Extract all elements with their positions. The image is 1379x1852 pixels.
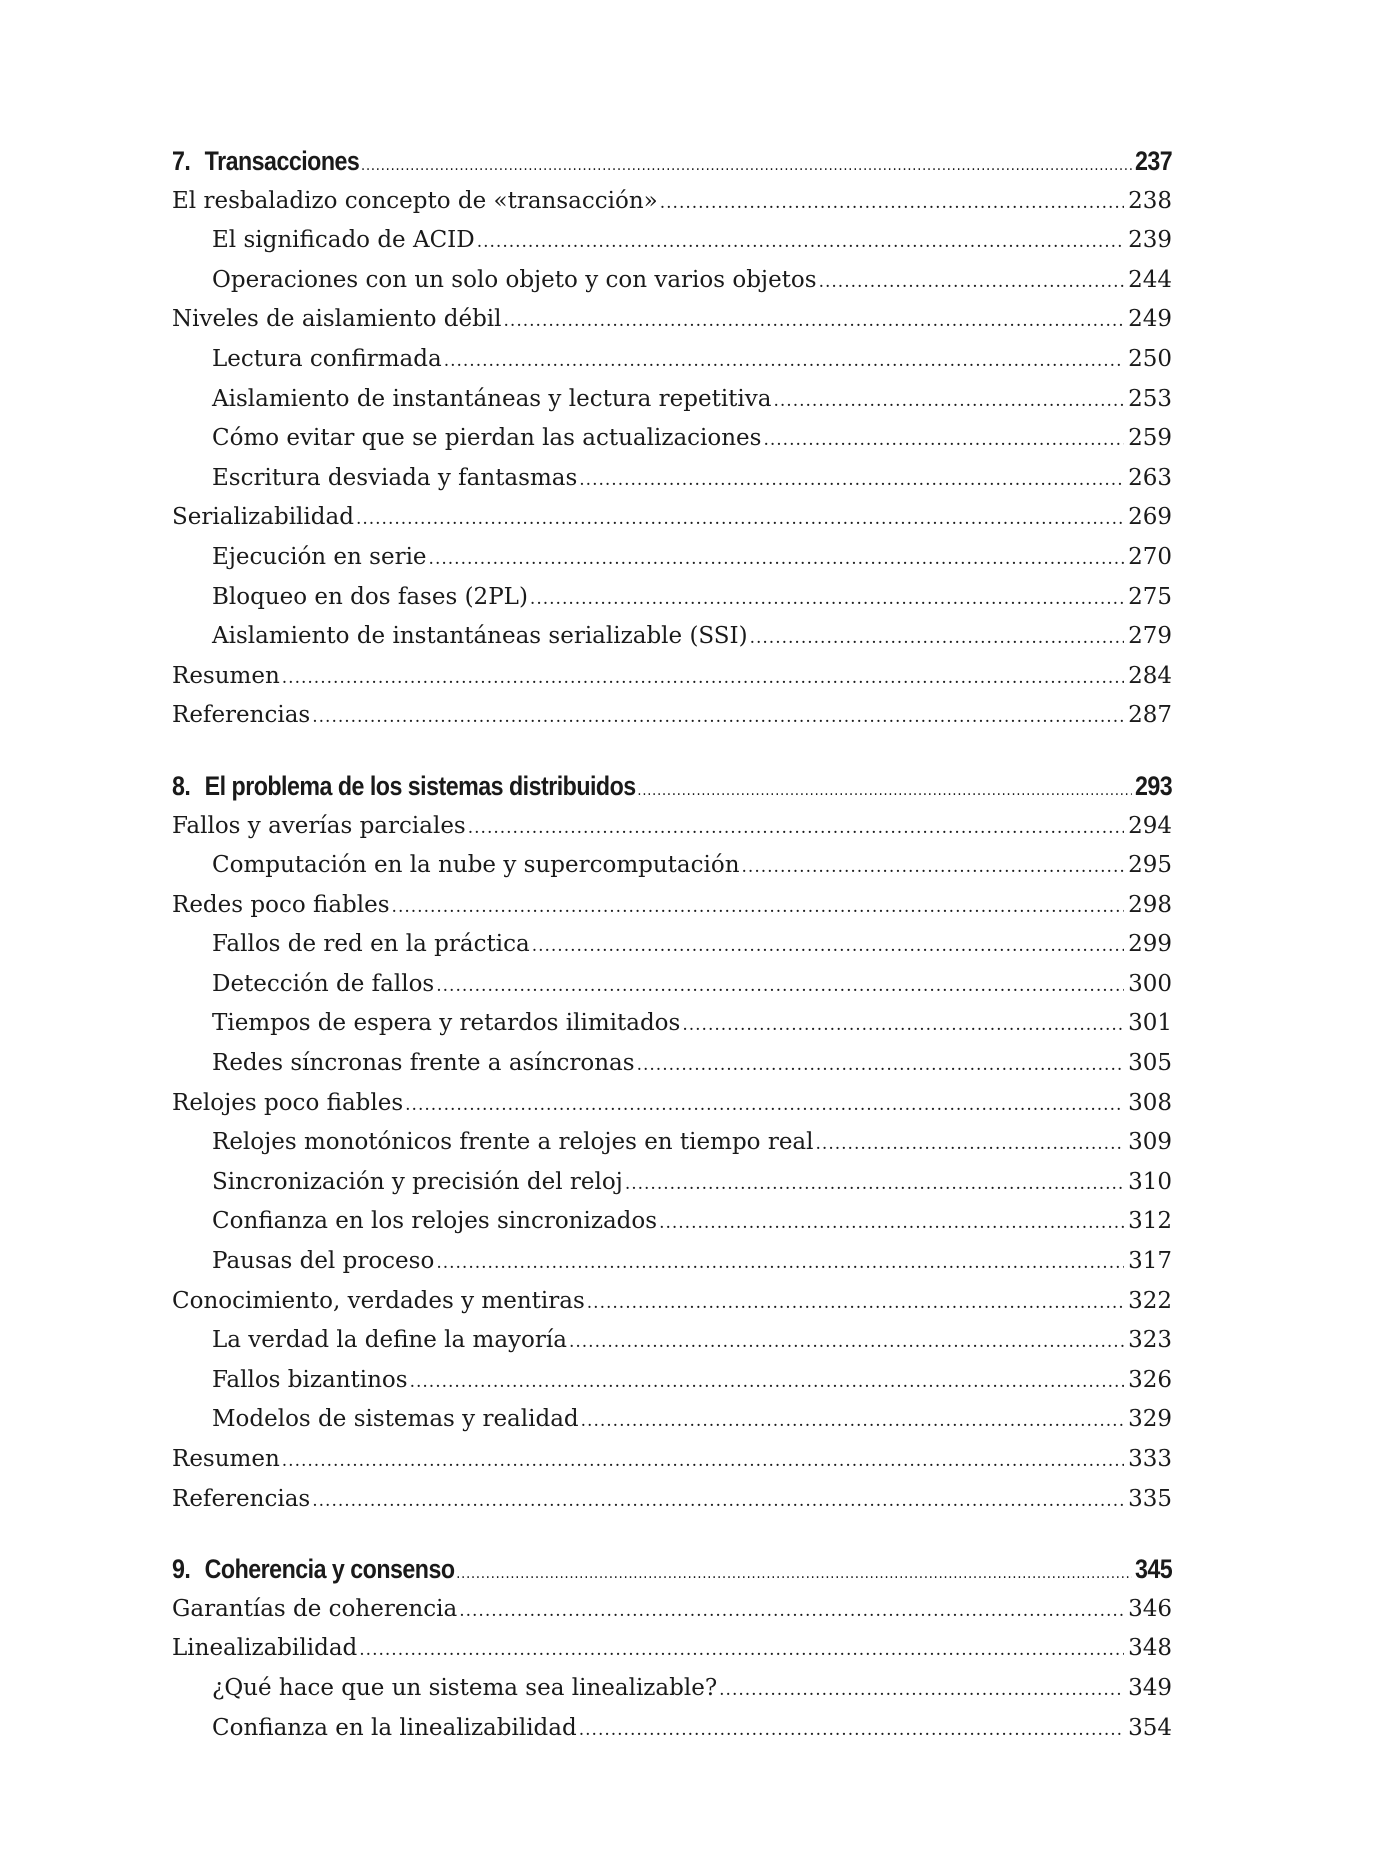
entry-page-number: 250 — [1128, 345, 1172, 372]
toc-section-entry[interactable] — [172, 1282, 1172, 1322]
entry-title: Computación en la nube y supercomputación — [212, 852, 740, 879]
chapter-title-text: Transacciones — [204, 146, 360, 176]
entry-page-number: 305 — [1128, 1050, 1172, 1077]
toc-section-entry[interactable] — [172, 1629, 1172, 1669]
chapter-heading[interactable] — [172, 767, 1172, 807]
dot-leader — [816, 1125, 1125, 1165]
entry-title: Operaciones con un solo objeto y con varios objetos — [212, 266, 817, 293]
entry-page-number: 263 — [1128, 464, 1172, 491]
toc-subsection-entry[interactable] — [172, 846, 1172, 886]
entry-page-number: 294 — [1128, 812, 1172, 839]
dot-leader — [456, 1553, 1131, 1593]
toc-subsection-entry[interactable] — [172, 380, 1172, 420]
dot-leader — [361, 145, 1132, 185]
entry-page-number: 348 — [1128, 1635, 1172, 1662]
entry-title: Redes síncronas frente a asíncronas — [212, 1050, 635, 1077]
dot-leader — [459, 1592, 1124, 1632]
toc-section-entry[interactable] — [172, 1440, 1172, 1480]
chapter-title — [172, 767, 636, 807]
chapter-block — [172, 767, 1172, 1519]
dot-leader — [282, 1442, 1124, 1482]
toc-section-entry[interactable] — [172, 886, 1172, 926]
toc-section-entry[interactable] — [172, 807, 1172, 847]
chapter-title — [172, 1550, 455, 1590]
entry-page-number: 253 — [1128, 385, 1172, 412]
dot-leader — [579, 1711, 1124, 1751]
entry-page-number: 270 — [1128, 543, 1172, 570]
entry-page-number: 329 — [1128, 1406, 1172, 1433]
dot-leader — [392, 888, 1125, 928]
entry-page-number: 249 — [1128, 306, 1172, 333]
entry-title: Tiempos de espera y retardos ilimitados — [212, 1010, 681, 1037]
toc-section-entry[interactable] — [172, 1480, 1172, 1520]
entry-page-number: 287 — [1128, 702, 1172, 729]
entry-page-number: 354 — [1128, 1714, 1172, 1741]
toc-subsection-entry[interactable] — [172, 617, 1172, 657]
dot-leader — [682, 1006, 1124, 1046]
entry-title: Garantías de coherencia — [172, 1595, 458, 1622]
dot-leader — [774, 382, 1125, 422]
chapter-block — [172, 142, 1172, 736]
entry-page-number: 333 — [1128, 1446, 1172, 1472]
entry-title: Niveles de aislamiento débil — [172, 306, 502, 333]
entry-title: Fallos y averías parciales — [172, 812, 466, 839]
chapter-page-number: 345 — [1134, 1554, 1173, 1585]
dot-leader — [436, 1244, 1124, 1284]
chapter-page-number: 237 — [1134, 146, 1173, 176]
toc-subsection-entry[interactable] — [172, 1004, 1172, 1044]
entry-title: Redes poco fiables — [172, 891, 390, 918]
entry-title: Escritura desviada y fantasmas — [212, 464, 578, 491]
dot-leader — [659, 1204, 1124, 1244]
toc-section-entry[interactable] — [172, 696, 1172, 736]
toc-subsection-entry[interactable] — [172, 419, 1172, 459]
entry-page-number: 244 — [1128, 266, 1172, 293]
entry-page-number: 309 — [1128, 1129, 1172, 1156]
dot-leader — [312, 1482, 1124, 1522]
entry-page-number: 279 — [1128, 623, 1172, 650]
entry-page-number: 310 — [1128, 1168, 1172, 1195]
entry-page-number: 301 — [1128, 1010, 1172, 1037]
dot-leader — [569, 1323, 1124, 1363]
entry-page-number: 335 — [1128, 1485, 1172, 1512]
dot-leader — [819, 263, 1125, 303]
entry-title: Aislamiento de instantáneas y lectura repetitiva — [212, 385, 772, 412]
entry-title: Referencias — [172, 1485, 311, 1512]
entry-page-number: 326 — [1128, 1366, 1172, 1393]
entry-page-number: 308 — [1128, 1089, 1172, 1116]
toc-subsection-entry[interactable] — [172, 221, 1172, 261]
entry-title: Fallos bizantinos — [212, 1366, 408, 1393]
entry-title: Detección de fallos — [212, 970, 435, 997]
entry-page-number: 349 — [1128, 1674, 1172, 1701]
dot-leader — [587, 1284, 1124, 1324]
entry-title: Fallos de red en la práctica — [212, 931, 530, 958]
dot-leader — [468, 809, 1124, 849]
toc-subsection-entry[interactable] — [172, 925, 1172, 965]
toc-section-entry[interactable] — [172, 300, 1172, 340]
toc-subsection-entry[interactable] — [172, 261, 1172, 301]
entry-page-number: 295 — [1128, 852, 1172, 879]
entry-title: Pausas del proceso — [212, 1248, 435, 1275]
chapter-title-text: Coherencia y consenso — [204, 1554, 455, 1585]
entry-page-number: 322 — [1128, 1287, 1172, 1314]
toc-subsection-entry[interactable] — [172, 1709, 1172, 1749]
dot-leader — [405, 1086, 1124, 1126]
dot-leader — [719, 1671, 1124, 1711]
dot-leader — [356, 500, 1124, 540]
dot-leader — [625, 1165, 1124, 1205]
entry-title: Resumen — [172, 1446, 280, 1472]
dot-leader — [410, 1363, 1125, 1403]
chapter-title-text: El problema de los sistemas distribuidos — [204, 770, 636, 801]
entry-title: Serializabilidad — [172, 504, 354, 531]
toc-subsection-entry[interactable] — [172, 1669, 1172, 1709]
entry-page-number: 238 — [1128, 187, 1172, 214]
chapter-heading[interactable] — [172, 1550, 1172, 1590]
entry-title: Lectura confirmada — [212, 345, 442, 372]
dot-leader — [581, 1402, 1124, 1442]
chapter-number: 8. — [172, 770, 191, 801]
entry-title: Bloqueo en dos fases (2PL) — [212, 583, 528, 610]
toc-subsection-entry[interactable] — [172, 1163, 1172, 1203]
chapter-title — [172, 142, 359, 182]
toc-subsection-entry[interactable] — [172, 1242, 1172, 1282]
dot-leader — [436, 967, 1124, 1007]
toc-section-entry[interactable] — [172, 498, 1172, 538]
entry-title: Referencias — [172, 702, 311, 729]
chapter-number: 7. — [172, 146, 191, 176]
toc-subsection-entry[interactable] — [172, 1202, 1172, 1242]
toc-subsection-entry[interactable] — [172, 1400, 1172, 1440]
dot-leader — [477, 223, 1124, 263]
entry-title: Aislamiento de instantáneas serializable (SSI) — [212, 623, 748, 650]
entry-title: La verdad la define la mayoría — [212, 1327, 567, 1354]
dot-leader — [359, 1631, 1124, 1671]
chapter-block — [172, 1550, 1172, 1748]
entry-page-number: 323 — [1128, 1327, 1172, 1354]
dot-leader — [579, 461, 1124, 501]
entry-page-number: 269 — [1128, 504, 1172, 531]
toc-subsection-entry[interactable] — [172, 1123, 1172, 1163]
entry-title: Linealizabilidad — [172, 1635, 358, 1662]
entry-page-number: 299 — [1128, 931, 1172, 958]
dot-leader — [429, 540, 1125, 580]
dot-leader — [504, 302, 1125, 342]
dot-leader — [312, 698, 1124, 738]
toc-section-entry[interactable] — [172, 182, 1172, 222]
chapter-number: 9. — [172, 1554, 191, 1585]
entry-page-number: 275 — [1128, 583, 1172, 610]
dot-leader — [763, 421, 1124, 461]
entry-title: Confianza en los relojes sincronizados — [212, 1208, 658, 1235]
entry-title: Ejecución en serie — [212, 543, 427, 570]
entry-page-number: 346 — [1128, 1595, 1172, 1622]
entry-page-number: 317 — [1128, 1248, 1172, 1275]
dot-leader — [444, 342, 1124, 382]
entry-title: Resumen — [172, 662, 280, 689]
table-of-contents — [172, 142, 1172, 1779]
entry-title: Relojes monotónicos frente a relojes en tiempo real — [212, 1129, 814, 1156]
toc-subsection-entry[interactable] — [172, 538, 1172, 578]
entry-title: Relojes poco fiables — [172, 1089, 404, 1116]
dot-leader — [637, 770, 1131, 810]
entry-page-number: 284 — [1128, 662, 1172, 689]
toc-section-entry[interactable] — [172, 1590, 1172, 1630]
chapter-page-number: 293 — [1134, 770, 1173, 801]
toc-subsection-entry[interactable] — [172, 1361, 1172, 1401]
entry-page-number: 298 — [1128, 891, 1172, 918]
entry-page-number: 259 — [1128, 425, 1172, 452]
dot-leader — [660, 184, 1124, 224]
dot-leader — [742, 848, 1125, 888]
entry-title: Modelos de sistemas y realidad — [212, 1406, 579, 1433]
toc-subsection-entry[interactable] — [172, 1044, 1172, 1084]
dot-leader — [282, 659, 1124, 699]
entry-title: Confianza en la linealizabilidad — [212, 1714, 577, 1741]
entry-page-number: 300 — [1128, 970, 1172, 997]
entry-title: El significado de ACID — [212, 227, 475, 254]
entry-page-number: 239 — [1128, 227, 1172, 254]
toc-subsection-entry[interactable] — [172, 578, 1172, 618]
toc-subsection-entry[interactable] — [172, 459, 1172, 499]
entry-title: Conocimiento, verdades y mentiras — [172, 1287, 585, 1314]
entry-page-number: 312 — [1128, 1208, 1172, 1235]
toc-subsection-entry[interactable] — [172, 340, 1172, 380]
entry-title: ¿Qué hace que un sistema sea linealizable? — [212, 1674, 718, 1701]
toc-section-entry[interactable] — [172, 1084, 1172, 1124]
dot-leader — [530, 580, 1124, 620]
dot-leader — [637, 1046, 1125, 1086]
toc-subsection-entry[interactable] — [172, 1321, 1172, 1361]
entry-title: El resbaladizo concepto de «transacción» — [172, 187, 658, 214]
entry-title: Cómo evitar que se pierdan las actualizaciones — [212, 425, 762, 452]
chapter-heading[interactable] — [172, 142, 1172, 182]
dot-leader — [750, 619, 1125, 659]
toc-subsection-entry[interactable] — [172, 965, 1172, 1005]
dot-leader — [532, 927, 1124, 967]
entry-title: Sincronización y precisión del reloj — [212, 1168, 623, 1195]
toc-section-entry[interactable] — [172, 657, 1172, 697]
